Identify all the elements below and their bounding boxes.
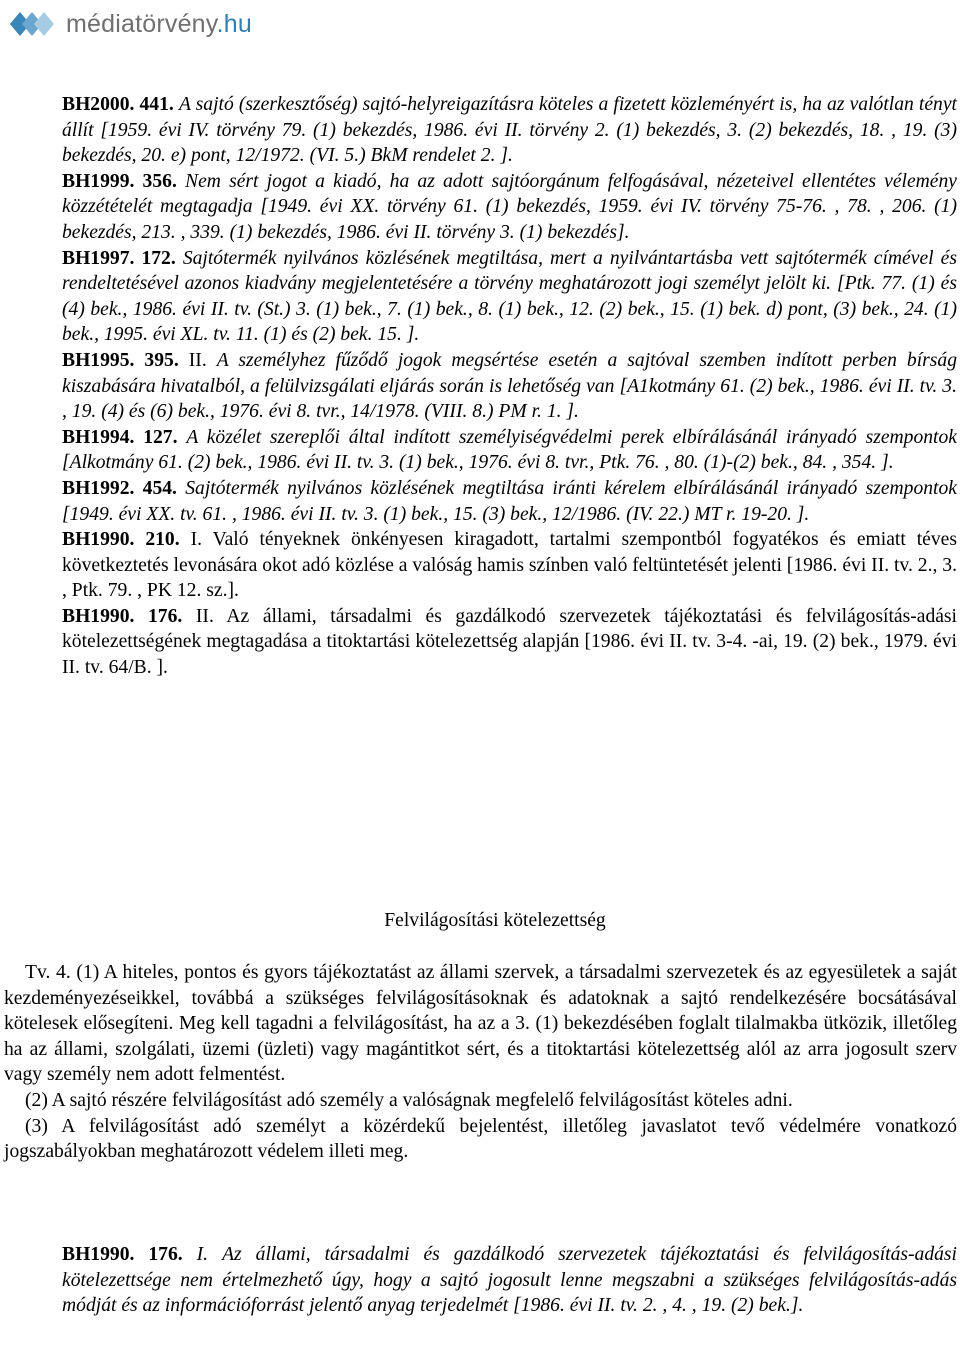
case-summary: Sajtótermék nyilvános közlésének megtiltása iránti kérelem elbírálásánál irányadó szempontok [1949. évi XX. tv. 61. , 1986. évi II. tv. 3. (1) bek., 15. (3) bek., 12/1986. (IV. 22.) MT r. 19-20. ]. [62, 477, 957, 525]
case-part-number: II. [195, 605, 214, 627]
law-paragraph: Tv. 4. (1) A hiteles, pontos és gyors tájékoztatást az állami szervek, a társadalmi szervezetek és az egyesületek a saját kezdeményezéseikkel, továbbá a szükséges felvilágosításoknak és adatoknak a sajtó rendelkezésére bocsátásával kötelesek elősegíteni. Meg kell tagadni a felvilágosítást, ha az a 3. (1) bekezdésében foglalt tilalmakba ütközik, illetőleg ha az állami, szolgálati, üzemi (üzleti) vagy magántitkot sért, és a titoktartási kötelezettség alól az arra jogosult szerv vagy személy nem adott felmentést. [4, 962, 957, 1086]
case-reference: BH1990. 176. [62, 605, 183, 627]
diamond-logo-icon [6, 4, 60, 44]
case-part-number: II. [188, 349, 207, 371]
case-reference: BH1997. 172. [62, 247, 176, 269]
logo-text-tld: .hu [216, 9, 252, 38]
case-summary: A személyhez fűződő jogok megsértése esetén a sajtóval szemben indított perben bírság kiszabására hivatalból, a felülvizsgálati eljárás során is lehetőség van [A1kotmány 61. (2) bek., 1986. évi II. tv. 3. , 19. (4) és (6) bek., 1976. évi 8. tvr., 14/1978. (VIII. 8.) PM r. 1. ]. [62, 349, 957, 423]
case-entry [62, 425, 957, 476]
case-summary: A közélet szereplői által indított személyiségvédelmi perek elbírálásánál irányadó szempontok [Alkotmány 61. (2) bek., 1986. évi II. tv. 3. (1) bek., 1976. évi 8. tvr., Ptk. 76. , 80. (1)-(2) bek., 84. , 354. ]. [62, 426, 957, 474]
case-summary: A sajtó (szerkesztőség) sajtó-helyreigazításra köteles a fizetett közleményért is, ha az valótlan tényt állít [1959. évi IV. törvény 79. (1) bekezdés, 1986. évi II. törvény 2. (1) bekezdés, 3. (2) bekezdés, 18. , 19. (3) bekezdés, 20. e) pont, 12/1972. (VI. 5.) BkM rendelet 2. ]. [62, 94, 957, 167]
case-reference: BH1999. 356. [62, 170, 177, 192]
case-law-list-secondary [62, 1242, 957, 1319]
law-text [4, 960, 957, 1165]
case-reference: BH1995. 395. [62, 349, 179, 371]
law-paragraph: (2) A sajtó részére felvilágosítást adó személy a valóságnak megfelelő felvilágosítást köteles adni. [25, 1089, 793, 1111]
case-summary: Való tényeknek önkényesen kiragadott, tartalmi szempontból fogyatékos és emiatt téves következtetés levonására okot adó közlése a valóság hamis színben való feltüntetését jelenti [1986. évi II. tv. 2., 3. , Ptk. 79. , PK 12. sz.]. [62, 529, 957, 602]
case-reference: BH1990. 210. [62, 529, 180, 551]
case-summary: Sajtótermék nyilvános közlésének megtiltása, mert a nyilvántartásba vett sajtótermék címével és rendeltetésével azonos kiadvány megjelentetésére a törvény meghatározott jogi személyt jelölt ki. [Ptk. 77. (1) és (4) bek., 1986. évi II. tv. (St.) 3. (1) bek., 7. (1) bek., 8. (1) bek., 12. (2) bek., 15. (1) bek. d) pont, (3) bek., 24. (1) bek., 1995. évi XL. tv. 11. (1) és (2) bek. 15. ]. [62, 247, 957, 346]
case-reference: BH1994. 127. [62, 426, 178, 448]
case-summary: Nem sért jogot a kiadó, ha az adott sajtóorgánum felfogásával, nézeteivel ellentétes vélemény közzétételét megtagadja [1949. évi XX. törvény 61. (1) bekezdés, 1959. évi IV. törvény 75-76. , 78. , 206. (1) bekezdés, 213. , 339. (1) bekezdés, 1986. évi II. törvény 3. (1) bekezdés]. [62, 170, 957, 243]
case-reference: BH1990. 176. [62, 1244, 183, 1265]
law-paragraph: (3) A felvilágosítást adó személyt a közérdekű bejelentést, illetőleg javaslatot tevő védelmére vonatkozó jogszabályokban meghatározott védelem illeti meg. [4, 1115, 957, 1163]
logo-text-main: médiatörvény [66, 9, 217, 38]
case-entry [62, 604, 957, 681]
case-entry [62, 527, 957, 604]
case-summary: Az állami, társadalmi és gazdálkodó szervezetek tájékoztatási és felvilágosítás-adási kötelezettsége nem értelmezhető úgy, hogy a sajtó jogosult lenne megszabni a szükséges felvilágosítás-adás módját és az információforrást jelentő anyag terjedelmét [1986. évi II. tv. 2. , 4. , 19. (2) bek.]. [62, 1244, 957, 1317]
case-entry [62, 92, 957, 169]
case-summary: Az állami, társadalmi és gazdálkodó szervezetek tájékoztatási és felvilágosítás-adási kötelezettségének megtagadása a titoktartási kötelezettség alapján [1986. évi II. tv. 3-4. -ai, 19. (2) bek., 1979. évi II. tv. 64/B. ]. [62, 605, 958, 679]
case-entry [62, 348, 957, 425]
case-law-list [62, 92, 957, 681]
case-entry [62, 476, 957, 527]
section-heading: Felvilágosítási kötelezettség [384, 910, 606, 931]
case-part-number: I. [190, 529, 203, 551]
case-entry [62, 169, 957, 246]
site-logo[interactable] [6, 4, 252, 44]
case-reference: BH2000. 441. [62, 94, 174, 115]
case-reference: BH1992. 454. [62, 477, 177, 499]
case-entry [62, 1242, 957, 1319]
logo-wordmark [66, 10, 252, 39]
case-entry [62, 246, 957, 348]
case-part-number: I. [196, 1244, 209, 1265]
